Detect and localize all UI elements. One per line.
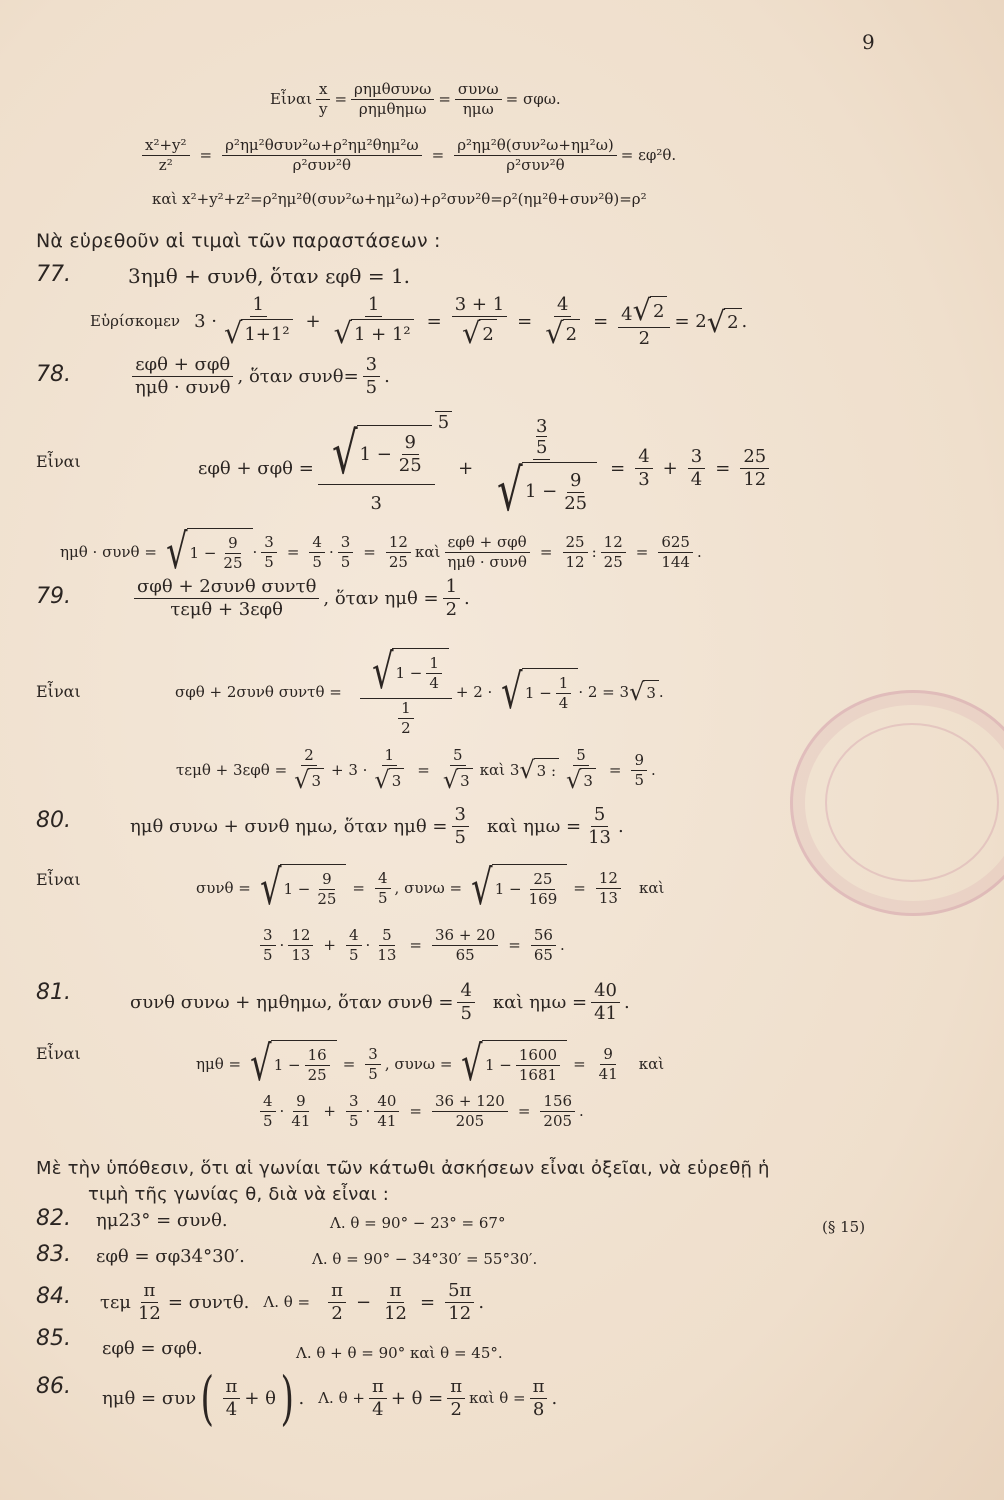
- fraction: $\frac{5\pi}{12}$: [445, 1282, 474, 1323]
- fraction: $\frac{9}{5}$: [631, 753, 647, 788]
- fraction: 5 √ 3: [440, 748, 476, 792]
- problem-number: 78.: [36, 362, 71, 387]
- problem-statement: τεμ $\frac{\pi}{12}$ = συντθ. Λ. θ = $\frac{\pi}{2}$ − $\frac{\pi}{12}$ = $\frac{5\pi}{12}$ .: [100, 1280, 485, 1324]
- problem-statement: $\frac{\text{εφθ + σφθ}}{\text{ημθ · συνθ}}$ , ὅταν συνθ= $\frac{3}{5}$ .: [128, 356, 390, 397]
- fraction: $\frac{12}{25}$: [386, 535, 411, 570]
- fraction: 3 + 1 √ 2: [452, 296, 507, 348]
- fraction: $\frac{\pi}{2}$: [447, 1378, 465, 1419]
- problem-81-line-2: $\frac{4}{5}$ · $\frac{9}{41}$ + $\frac{3}{5}$ · $\frac{40}{41}$ = $\frac{36 + 120}{205}$ = $\frac{156}{205}$ .: [256, 1094, 584, 1129]
- problem-79-line-1: σφθ + 2συνθ συντθ = √ 1 − $\frac{1}{4}$ $\frac{1}{2}$ + 2 · √ 1 − $\frac{1}{4}$ · 2 = 3 √ 3 .: [175, 644, 664, 737]
- word-einai: Εἶναι: [36, 452, 81, 471]
- problem-number: 85.: [36, 1326, 71, 1351]
- problem-answer: Λ. θ = 90° − 34°30′ = 55°30′.: [312, 1250, 538, 1268]
- problem-number: 83.: [36, 1242, 71, 1267]
- fraction: 4 √ 2: [542, 296, 583, 348]
- fraction: $\frac{\pi}{4}$: [369, 1378, 387, 1419]
- problem-statement: 3ημθ + συνθ, ὅταν εφθ = 1.: [128, 264, 411, 288]
- problem-80-line-1: συνθ = √ 1 − $\frac{9}{25}$ = $\frac{4}{5}$ , συνω = √ 1 − $\frac{25}{169}$ = $\frac{12}{13}$ καὶ: [196, 860, 665, 916]
- library-seal-stamp: [790, 690, 1004, 916]
- intro-line-3: καὶ x²+y²+z²=ρ²ημ²θ(συν²ω+ημ²ω)+ρ²συν²θ=ρ²(ημ²θ+συν²θ)=ρ²: [152, 190, 647, 208]
- fraction: $\frac{12}{13}$: [596, 871, 621, 906]
- fraction: $\frac{625}{144}$: [658, 535, 693, 570]
- fraction: $\frac{25}{12}$: [740, 448, 769, 489]
- fraction: $\frac{1}{2}$: [443, 578, 460, 619]
- problem-number: 81.: [36, 980, 71, 1005]
- problem-number: 86.: [36, 1374, 71, 1399]
- fraction: $\frac{3}{5}$: [260, 928, 276, 963]
- fraction: $\frac{\pi}{4}$: [223, 1378, 241, 1419]
- fraction: $\frac{4}{5}$: [309, 535, 325, 570]
- word-euriskomen: Εὑρίσκομεν: [90, 312, 181, 331]
- fraction: $\frac{3}{5}$: [338, 535, 354, 570]
- fraction: √ 1 − $\frac{1}{4}$ $\frac{1}{2}$: [360, 648, 452, 736]
- fraction: $\frac{4}{3}$: [635, 448, 652, 489]
- word-einai: Εἶναι: [270, 90, 312, 108]
- fraction: $\frac{\text{x²+y²}}{\text{z²}}$: [142, 138, 190, 173]
- fraction: $\frac{\text{ρ²ημ²θ(συν²ω+ημ²ω)}}{\text{ρ²συν²θ}}$: [454, 138, 617, 173]
- fraction: √ 1 − $\frac{9}{25}$ 3: [318, 425, 435, 514]
- fraction: $\frac{x}{y}$: [316, 82, 330, 117]
- fraction: 1 √ 3: [371, 748, 407, 792]
- fraction: $\frac{\pi}{12}$: [384, 1280, 407, 1324]
- problem-79-line-2: τεμθ + 3εφθ = 2 √ 3 + 3 · 1 √ 3 = 5 √ 3 καὶ 3 √ 3 : 5 √ 3 = $\frac{9}{5}$ .: [176, 746, 656, 794]
- fraction: $\frac{4}{5}$: [260, 1094, 276, 1129]
- fraction: $\frac{\text{ρημθσυνω}}{\text{ρημθημω}}$: [351, 82, 434, 117]
- fraction: $\frac{\text{συνω}}{\text{ημω}}$: [455, 82, 502, 117]
- fraction: $\frac{\text{σφθ + 2συνθ συντθ}}{\text{τεμθ + 3εφθ}}$: [134, 578, 319, 619]
- word-einai: Εἶναι: [36, 870, 81, 889]
- equals: =: [438, 90, 451, 108]
- section-reference: (§ 15): [822, 1218, 866, 1236]
- problem-78-line-2: ημθ · συνθ = √ 1 − $\frac{9}{25}$ · $\frac{3}{5}$ = $\frac{4}{5}$ · $\frac{3}{5}$ = $\frac{12}{25}$ καὶ $\frac{\text{εφθ + σφθ}}{\text{ημθ · συνθ}}$ = $\frac{25}{12}$ : $\frac{12}{25}$ = $\frac{625}{144}$ .: [60, 524, 702, 580]
- problem-78-line-1: εφθ + σφθ = √ 1 − $\frac{9}{25}$ 3 5 + 3 5 √ 1 − $\frac{9}{25}$ = $\frac{4}{3}$ + $\frac{3}{4}$ = $\frac{25}{12}$: [198, 418, 773, 520]
- fraction: $\frac{4}{5}$: [346, 928, 362, 963]
- fraction: $\frac{12}{13}$: [288, 928, 313, 963]
- fraction: $\frac{56}{65}$: [531, 928, 556, 963]
- fraction: $\frac{36 + 20}{65}$: [432, 928, 498, 963]
- problem-number: 79.: [36, 584, 71, 609]
- problem-81-line-1: ημθ = √ 1 − $\frac{16}{25}$ = $\frac{3}{5}$ , συνω = √ 1 − $\frac{1600}{1681}$ = $\frac{9}{41}$ καὶ: [196, 1036, 665, 1092]
- fraction: 4 √ 2 2: [618, 296, 670, 348]
- fraction: $\frac{40}{41}$: [374, 1094, 399, 1129]
- fraction: $\frac{\pi}{8}$: [530, 1378, 548, 1419]
- fraction: $\frac{5}{13}$: [588, 804, 612, 848]
- fraction: $\frac{\pi}{2}$: [328, 1282, 346, 1323]
- problem-number: 80.: [36, 808, 71, 833]
- word-einai: Εἶναι: [36, 682, 81, 701]
- problem-number: 84.: [36, 1284, 71, 1309]
- fraction: $\frac{4}{5}$: [375, 871, 391, 906]
- fraction: 1 √ 1+1²: [221, 296, 296, 348]
- fraction: $\frac{4}{5}$: [457, 982, 474, 1023]
- problem-answer: Λ. θ = 90° − 23° = 67°: [330, 1214, 506, 1232]
- intro-tail: = εφ²θ.: [620, 146, 677, 164]
- fraction: 3 5 √ 1 − $\frac{9}{25}$: [483, 418, 600, 520]
- problem-statement: εφθ = σφ34°30′.: [96, 1246, 245, 1267]
- fraction: $\frac{9}{41}$: [598, 1044, 618, 1083]
- page-number: 9: [862, 30, 875, 54]
- fraction: $\frac{\text{εφθ + σφθ}}{\text{ημθ · συνθ}}$: [132, 356, 234, 397]
- fraction: $\frac{3}{5}$: [346, 1094, 362, 1129]
- fraction: 5 √ 3: [563, 748, 599, 792]
- fraction: $\frac{12}{25}$: [601, 535, 626, 570]
- equals: =: [334, 90, 348, 108]
- intro-line-1: [270, 82, 561, 117]
- fraction: $\frac{3}{5}$: [452, 806, 469, 847]
- problem-80-line-2: $\frac{3}{5}$ · $\frac{12}{13}$ + $\frac{4}{5}$ · $\frac{5}{13}$ = $\frac{36 + 20}{65}$ = $\frac{56}{65}$ .: [256, 928, 565, 963]
- fraction: $\frac{3}{5}$: [261, 535, 277, 570]
- problem-statement: ημ23° = συνθ.: [96, 1210, 228, 1231]
- fraction: $\frac{36 + 120}{205}$: [432, 1094, 508, 1129]
- problem-answer: Λ. θ + θ = 90° καὶ θ = 45°.: [296, 1344, 503, 1362]
- problem-number: 77.: [36, 262, 71, 287]
- section-heading-cont: τιμὴ τῆς γωνίας θ, διὰ νὰ εἶναι :: [88, 1184, 390, 1205]
- fraction: $\frac{\pi}{12}$: [137, 1280, 161, 1324]
- problem-77-solution: Εὑρίσκομεν 3 · 1 √ 1+1² + 1 √ 1 + 1² = 3 + 1 √ 2 = 4 √ 2 = 4 √ 2 2 = 2 √ 2 .: [90, 293, 748, 350]
- problem-number: 82.: [36, 1206, 71, 1231]
- fraction: $\frac{3}{5}$: [365, 1047, 381, 1082]
- fraction: $\frac{\text{εφθ + σφθ}}{\text{ημθ · συνθ}}$: [444, 535, 530, 570]
- fraction: $\frac{25}{12}$: [563, 535, 588, 570]
- intro-tail: = σφω.: [505, 90, 561, 108]
- problem-statement: ημθ = συν ( $\frac{\pi}{4}$ + θ ) . Λ. θ + $\frac{\pi}{4}$ + θ = $\frac{\pi}{2}$ καὶ θ = $\frac{\pi}{8}$ .: [102, 1365, 558, 1432]
- fraction: $\frac{3}{5}$: [363, 356, 380, 397]
- intro-line-2: $\frac{\text{x²+y²}}{\text{z²}}$ = $\frac{\text{ρ²ημ²θσυν²ω+ρ²ημ²θημ²ω}}{\text{ρ²συν²θ}}$ = $\frac{\text{ρ²ημ²θ(συν²ω+ημ²ω)}}{\text{ρ²συν²θ}}$ = εφ²θ.: [138, 138, 676, 173]
- fraction: 1 √ 1 + 1²: [331, 296, 417, 348]
- problem-statement: συνθ συνω + ημθημω, ὅταν συνθ = $\frac{4}{5}$ καὶ ημω = $\frac{40}{41}$ .: [130, 980, 630, 1024]
- section-heading: Νὰ εὑρεθοῦν αἱ τιμαὶ τῶν παραστάσεων :: [36, 230, 441, 252]
- fraction: $\frac{9}{41}$: [291, 1092, 311, 1130]
- fraction: $\frac{\text{ρ²ημ²θσυν²ω+ρ²ημ²θημ²ω}}{\text{ρ²συν²θ}}$: [222, 138, 422, 173]
- problem-statement: ημθ συνω + συνθ ημω, ὅταν ημθ = $\frac{3}{5}$ καὶ ημω = $\frac{5}{13}$ .: [130, 804, 624, 848]
- problem-statement: $\frac{\text{σφθ + 2συνθ συντθ}}{\text{τεμθ + 3εφθ}}$ , ὅταν ημθ = $\frac{1}{2}$ .: [130, 578, 470, 619]
- section-heading: Μὲ τὴν ὑπόθεσιν, ὅτι αἱ γωνίαι τῶν κάτωθι ἀσκήσεων εἶναι ὀξεῖαι, νὰ εὑρεθῇ ἡ: [36, 1158, 770, 1179]
- fraction: 2 √ 3: [291, 748, 327, 792]
- fraction: $\frac{3}{4}$: [688, 448, 705, 489]
- fraction: $\frac{40}{41}$: [591, 982, 620, 1023]
- word-einai: Εἶναι: [36, 1044, 81, 1063]
- problem-statement: εφθ = σφθ.: [102, 1338, 203, 1359]
- fraction: $\frac{156}{205}$: [540, 1094, 575, 1129]
- fraction: $\frac{5}{13}$: [377, 926, 397, 964]
